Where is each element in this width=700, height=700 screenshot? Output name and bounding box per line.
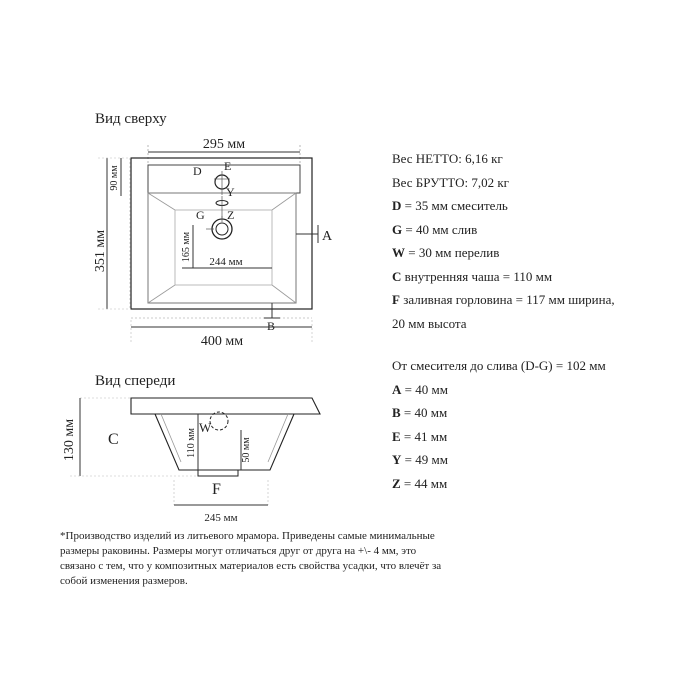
label-D: D	[193, 164, 202, 178]
spec-brutto: Вес БРУТТО: 7,02 кг	[392, 174, 509, 190]
label-G: G	[196, 208, 205, 222]
dim-label-90: 90 мм	[109, 165, 120, 191]
spec-item-cont: 20 мм высота	[392, 315, 467, 331]
front-view-title: Вид спереди	[95, 373, 176, 389]
spec-item: Y = 49 мм	[392, 452, 448, 467]
top-view-drawing	[93, 137, 333, 349]
spec-item: F заливная горловина = 117 мм ширина,	[392, 292, 615, 307]
spec-item: Z = 44 мм	[392, 475, 448, 491]
front-top-slab	[131, 398, 320, 414]
front-overflow-hole	[210, 412, 228, 430]
dim-label-130: 130 мм	[62, 418, 77, 462]
spec-netto: Вес НЕТТО: 6,16 кг	[392, 151, 503, 166]
dim-label-244: 244 мм	[209, 256, 243, 268]
label-E: E	[224, 159, 232, 173]
label-C: C	[108, 431, 119, 448]
specs-panel-2	[392, 354, 606, 495]
dim-label-165: 165 мм	[181, 231, 192, 263]
front-drain-neck	[198, 470, 238, 476]
spec-item: E = 41 мм	[392, 428, 448, 444]
label-B: B	[267, 319, 276, 333]
label-F: F	[212, 481, 221, 498]
spec-item: W = 30 мм перелив	[392, 245, 500, 260]
top-view-title: Вид сверху	[95, 111, 167, 127]
footnote: *Производство изделий из литьевого мрамора. Приведены самые минимальные размеры раковины. Размеры могут отличаться друг от друга на +\- 4 мм, это связано с тем, что у композитных материалов есть свойства усадки, что влечёт за собой изменения размеров.	[60, 530, 442, 587]
spec-item: C внутренняя чаша = 110 мм	[392, 268, 553, 284]
dim-label-400: 400 мм	[200, 334, 244, 349]
front-view-drawing	[62, 398, 320, 524]
front-bowl-body	[155, 414, 294, 470]
dim-label-245: 245 мм	[204, 512, 238, 524]
dim-label-351: 351 мм	[93, 229, 108, 273]
spec-item: A = 40 мм	[392, 381, 448, 397]
sink-outer-outline	[131, 158, 312, 309]
label-Z: Z	[227, 208, 235, 222]
spec-dg: От смесителя до слива (D-G) = 102 мм	[392, 358, 606, 373]
dim-label-50: 50 мм	[241, 437, 252, 463]
specs-panel	[392, 147, 615, 335]
drain-inner	[216, 223, 228, 235]
dim-label-110: 110 мм	[186, 428, 197, 458]
label-A: A	[322, 229, 333, 244]
spec-item: D = 35 мм смеситель	[392, 198, 508, 213]
spec-item: B = 40 мм	[392, 405, 448, 420]
label-Y: Y	[226, 185, 235, 199]
dim-label-295: 295 мм	[202, 137, 246, 152]
label-W: W	[199, 420, 212, 435]
spec-item: G = 40 мм слив	[392, 221, 478, 237]
